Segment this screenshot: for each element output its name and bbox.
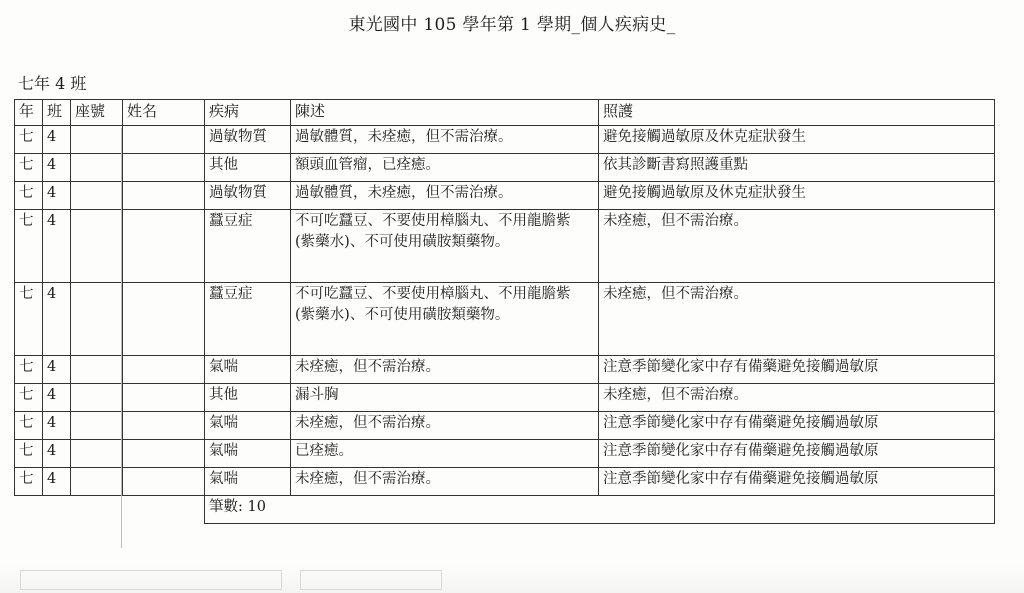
table-row <box>15 126 995 154</box>
cell-care: 避免接觸過敏原及休克症狀發生 <box>599 182 995 210</box>
cell-care: 未痊癒，但不需治療。 <box>599 283 995 356</box>
cell-name-redacted <box>123 283 205 356</box>
cell-description: 不可吃蠶豆、不要使用樟腦丸、不用龍膽紫 (紫藥水)、不可使用磺胺類藥物。 <box>291 210 599 283</box>
cell-description: 不可吃蠶豆、不要使用樟腦丸、不用龍膽紫 (紫藥水)、不可使用磺胺類藥物。 <box>291 283 599 356</box>
cell-disease: 其他 <box>205 154 291 182</box>
table-row <box>15 412 995 440</box>
cell-class: 4 <box>43 283 71 356</box>
cell-grade: 七 <box>15 210 43 283</box>
cell-grade: 七 <box>15 283 43 356</box>
table-row <box>15 182 995 210</box>
cell-name-redacted <box>123 182 205 210</box>
header-class: 班 <box>43 100 71 126</box>
class-label: 七年 4 班 <box>18 74 87 93</box>
cell-seat-redacted <box>71 440 123 468</box>
cell-disease: 氣喘 <box>205 440 291 468</box>
cell-class: 4 <box>43 356 71 384</box>
header-grade: 年 <box>15 100 43 126</box>
cell-care: 未痊癒，但不需治療。 <box>599 210 995 283</box>
cell-care: 注意季節變化家中存有備藥避免接觸過敏原 <box>599 412 995 440</box>
cell-disease: 氣喘 <box>205 356 291 384</box>
document-title: 東光國中 105 學年第 1 學期_個人疾病史_ <box>348 15 676 35</box>
scan-artifact-line <box>121 128 122 548</box>
cell-class: 4 <box>43 182 71 210</box>
cell-name-redacted <box>123 440 205 468</box>
cell-name-redacted <box>123 384 205 412</box>
cell-disease: 過敏物質 <box>205 126 291 154</box>
cell-description: 過敏體質，未痊癒，但不需治療。 <box>291 182 599 210</box>
cell-disease: 蠶豆症 <box>205 283 291 356</box>
cell-disease: 過敏物質 <box>205 182 291 210</box>
header-row <box>15 100 995 126</box>
cell-care: 注意季節變化家中存有備藥避免接觸過敏原 <box>599 356 995 384</box>
cell-disease: 其他 <box>205 384 291 412</box>
cell-class: 4 <box>43 440 71 468</box>
cell-grade: 七 <box>15 182 43 210</box>
cell-care: 未痊癒，但不需治療。 <box>599 384 995 412</box>
cell-name-redacted <box>123 210 205 283</box>
header-name: 姓名 <box>123 100 205 126</box>
cell-seat-redacted <box>71 412 123 440</box>
table-row <box>15 210 995 283</box>
cell-care: 避免接觸過敏原及休克症狀發生 <box>599 126 995 154</box>
cell-seat-redacted <box>71 283 123 356</box>
cell-seat-redacted <box>71 356 123 384</box>
cell-disease: 蠶豆症 <box>205 210 291 283</box>
cell-seat-redacted <box>71 154 123 182</box>
cell-class: 4 <box>43 468 71 496</box>
cell-grade: 七 <box>15 384 43 412</box>
cell-description: 未痊癒，但不需治療。 <box>291 356 599 384</box>
cell-grade: 七 <box>15 356 43 384</box>
record-count: 筆數: 10 <box>205 496 995 524</box>
table-row <box>15 356 995 384</box>
header-seat: 座號 <box>71 100 123 126</box>
table-row <box>15 154 995 182</box>
header-disease: 疾病 <box>205 100 291 126</box>
cell-grade: 七 <box>15 412 43 440</box>
cell-name-redacted <box>123 468 205 496</box>
cell-care: 注意季節變化家中存有備藥避免接觸過敏原 <box>599 468 995 496</box>
table-row <box>15 384 995 412</box>
footer-row <box>15 496 995 524</box>
cell-class: 4 <box>43 412 71 440</box>
cell-description: 額頭血管瘤，已痊癒。 <box>291 154 599 182</box>
cell-description: 未痊癒，但不需治療。 <box>291 468 599 496</box>
table-row <box>15 283 995 356</box>
cell-disease: 氣喘 <box>205 412 291 440</box>
cell-seat-redacted <box>71 126 123 154</box>
cell-grade: 七 <box>15 468 43 496</box>
cell-class: 4 <box>43 126 71 154</box>
table-row <box>15 468 995 496</box>
cell-disease: 氣喘 <box>205 468 291 496</box>
header-description: 陳述 <box>291 100 599 126</box>
cell-name-redacted <box>123 356 205 384</box>
cell-grade: 七 <box>15 126 43 154</box>
cell-name-redacted <box>123 412 205 440</box>
cell-description: 已痊癒。 <box>291 440 599 468</box>
cell-class: 4 <box>43 210 71 283</box>
disease-history-table <box>14 99 995 524</box>
footer-spacer <box>15 496 205 524</box>
cell-description: 未痊癒，但不需治療。 <box>291 412 599 440</box>
cell-care: 依其診斷書寫照護重點 <box>599 154 995 182</box>
cell-name-redacted <box>123 126 205 154</box>
header-care: 照護 <box>599 100 995 126</box>
cell-grade: 七 <box>15 440 43 468</box>
cell-seat-redacted <box>71 182 123 210</box>
scan-ghost-box <box>300 570 442 590</box>
table-row <box>15 440 995 468</box>
cell-class: 4 <box>43 154 71 182</box>
cell-seat-redacted <box>71 210 123 283</box>
cell-grade: 七 <box>15 154 43 182</box>
cell-seat-redacted <box>71 468 123 496</box>
cell-description: 過敏體質，未痊癒，但不需治療。 <box>291 126 599 154</box>
cell-seat-redacted <box>71 384 123 412</box>
scan-ghost-box <box>20 570 282 590</box>
cell-description: 漏斗胸 <box>291 384 599 412</box>
cell-name-redacted <box>123 154 205 182</box>
cell-care: 注意季節變化家中存有備藥避免接觸過敏原 <box>599 440 995 468</box>
cell-class: 4 <box>43 384 71 412</box>
